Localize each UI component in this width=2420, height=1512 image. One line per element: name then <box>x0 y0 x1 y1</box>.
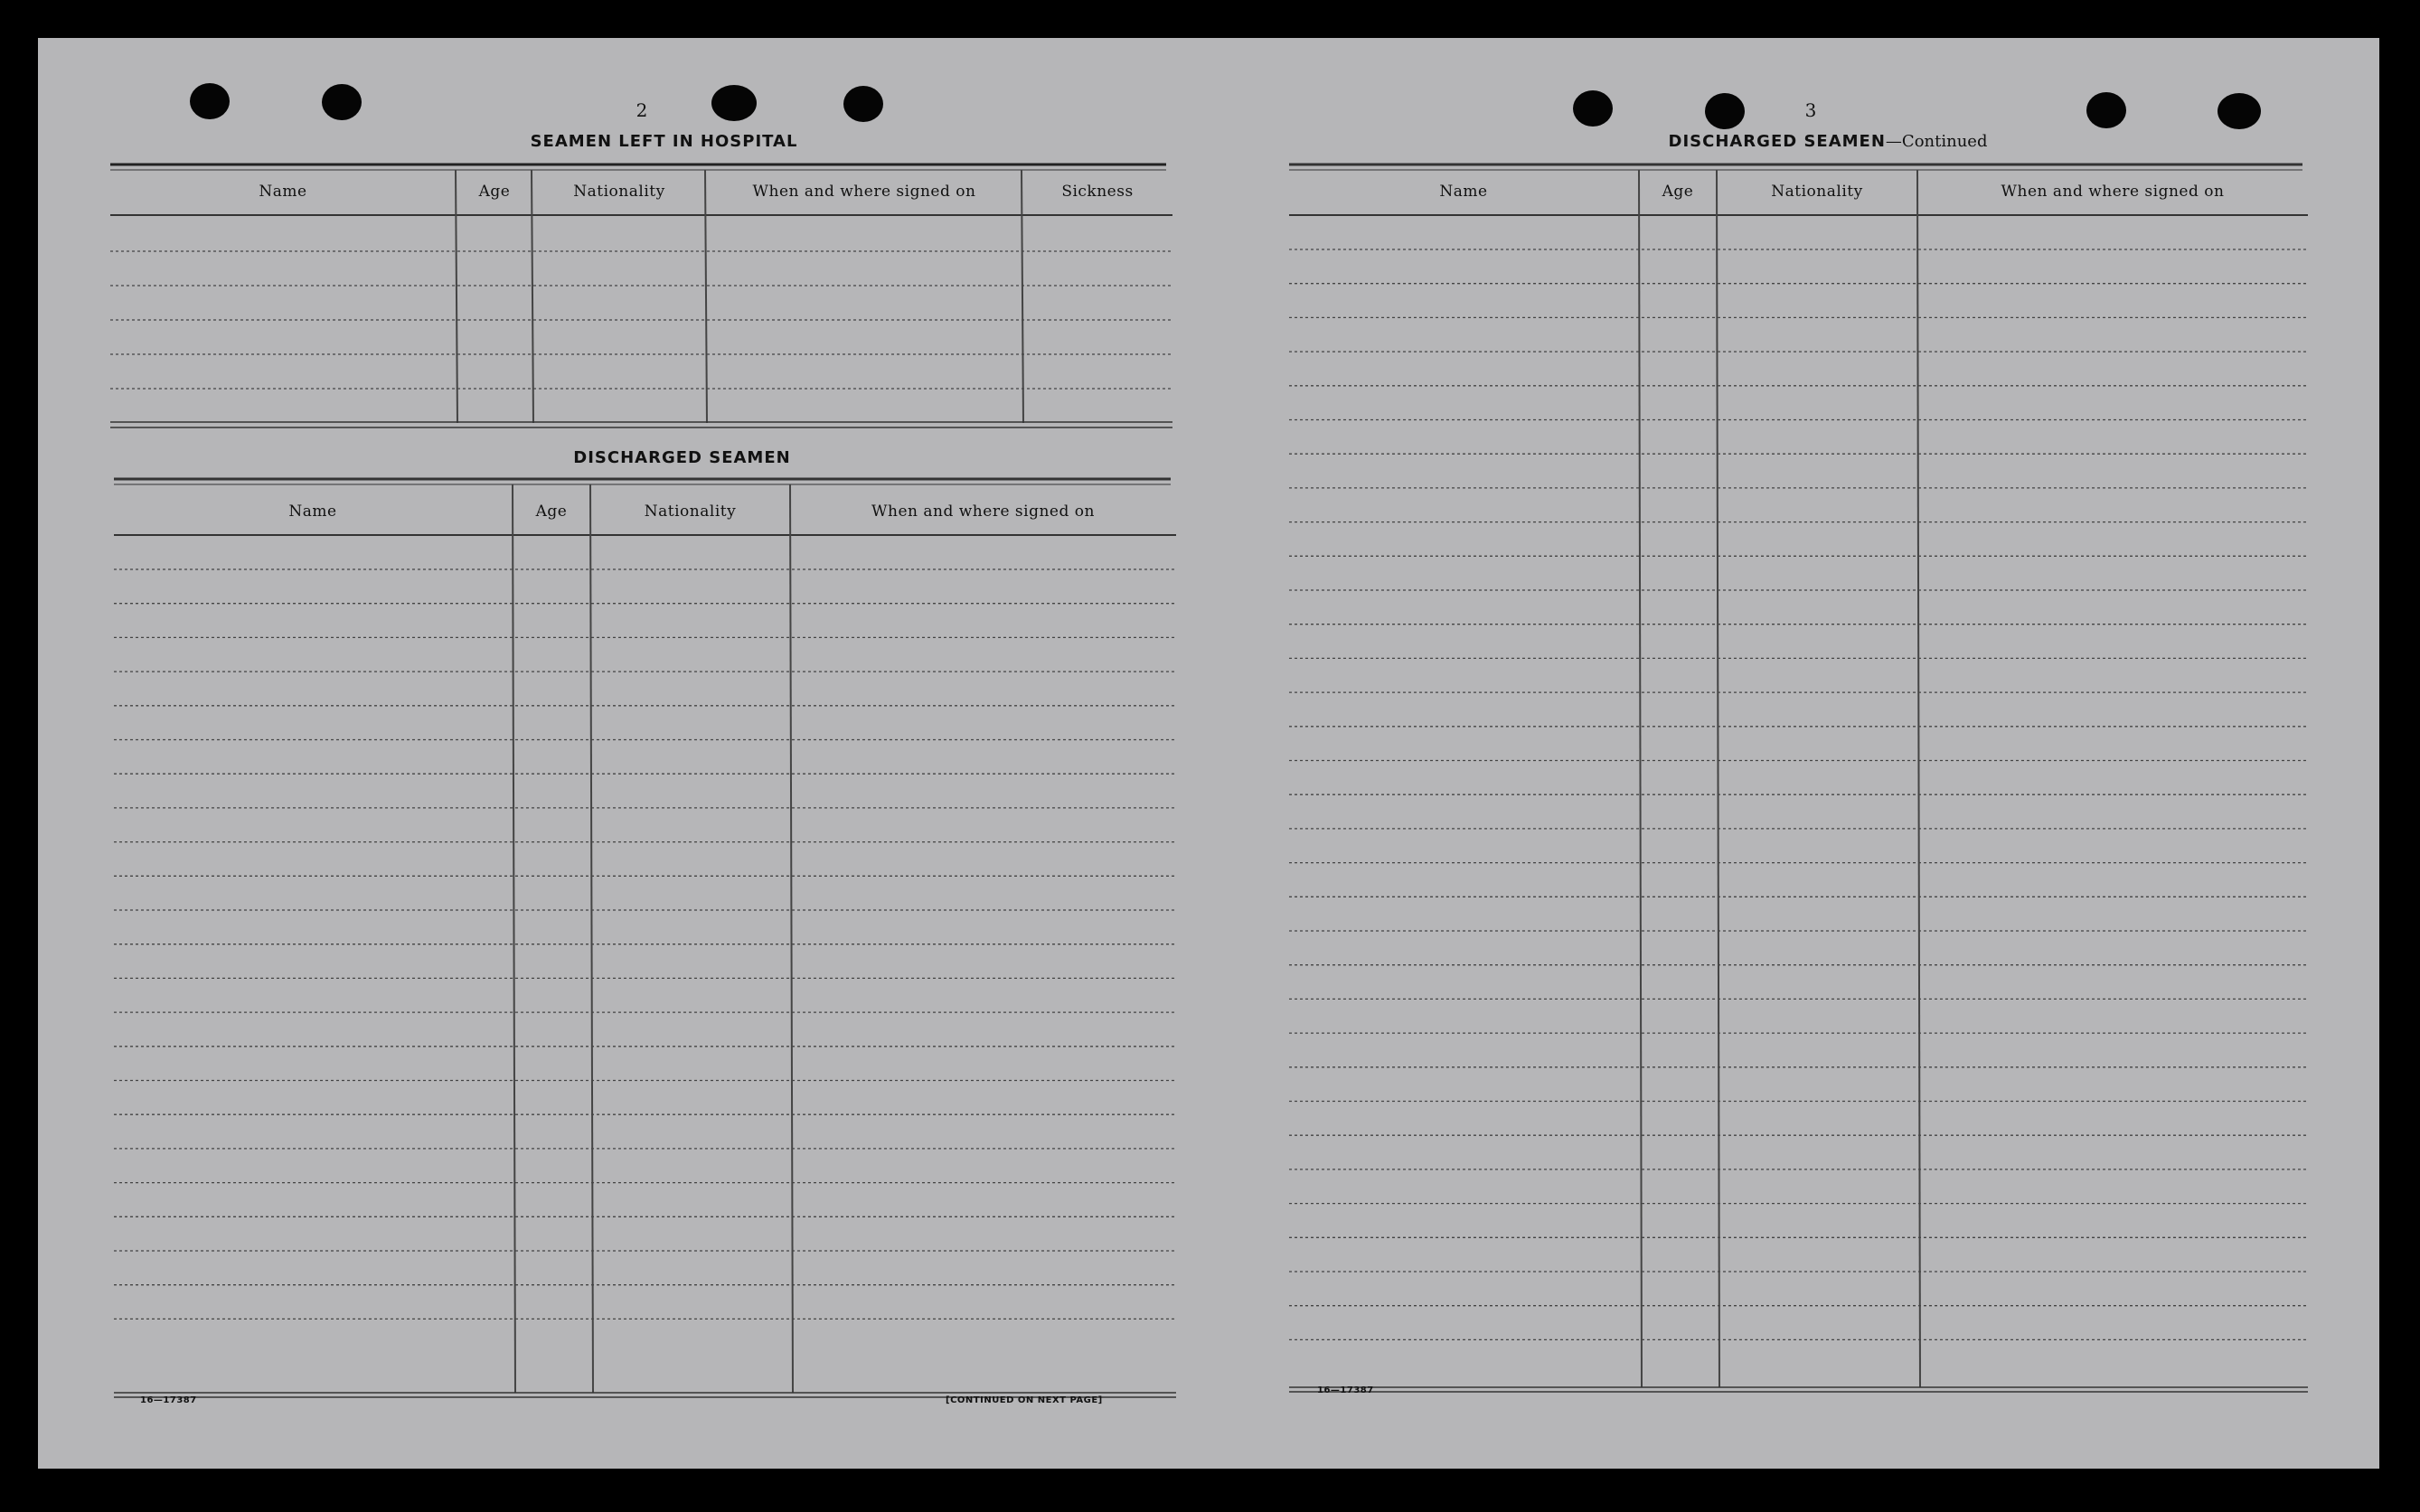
column-header-name: Name <box>288 502 337 521</box>
form-number-right: 16—17387 <box>1317 1385 1374 1395</box>
column-header-age: Age <box>1662 183 1694 201</box>
column-header-signed-on: When and where signed on <box>2001 183 2225 201</box>
punch-hole <box>1705 93 1745 129</box>
table-rule <box>1639 170 1642 1387</box>
punch-hole <box>322 84 362 120</box>
title-suffix: —Continued <box>1885 132 1988 151</box>
discharged-continued-title <box>1602 132 2054 151</box>
column-header-nationality: Nationality <box>573 183 665 201</box>
hospital-section-title: SEAMEN LEFT IN HOSPITAL <box>530 132 798 151</box>
punch-hole <box>711 85 757 121</box>
column-header-nationality: Nationality <box>1771 183 1863 201</box>
punch-hole <box>1573 90 1613 127</box>
page-number-left: 2 <box>636 99 648 121</box>
discharged-section-title: DISCHARGED SEAMEN <box>573 448 791 467</box>
table-rule <box>1717 170 1719 1387</box>
column-header-age: Age <box>478 183 511 201</box>
punch-hole <box>190 83 230 119</box>
punch-hole <box>843 86 883 122</box>
column-header-name: Name <box>1439 183 1488 201</box>
punch-hole <box>2218 93 2261 129</box>
discharged-table-right <box>1289 161 2351 1408</box>
scanned-sheet <box>38 38 2379 1469</box>
table-rule <box>790 484 793 1393</box>
column-header-nationality: Nationality <box>644 502 737 521</box>
column-header-name: Name <box>259 183 307 201</box>
column-header-signed-on: When and where signed on <box>752 183 976 201</box>
column-header-sickness: Sickness <box>1061 183 1134 201</box>
column-header-age: Age <box>535 502 568 521</box>
punch-hole <box>2086 92 2126 128</box>
hospital-table <box>110 161 1172 468</box>
table-rule <box>1917 170 1920 1387</box>
form-number-left: 16—17387 <box>140 1395 197 1405</box>
discharged-table-left <box>114 475 1176 1451</box>
title-main: DISCHARGED SEAMEN <box>1668 132 1886 151</box>
column-header-signed-on: When and where signed on <box>871 502 1095 521</box>
table-rule <box>513 484 515 1393</box>
page-number-right: 3 <box>1804 99 1817 121</box>
continued-note: [CONTINUED ON NEXT PAGE] <box>946 1395 1103 1405</box>
table-rule <box>590 484 593 1393</box>
